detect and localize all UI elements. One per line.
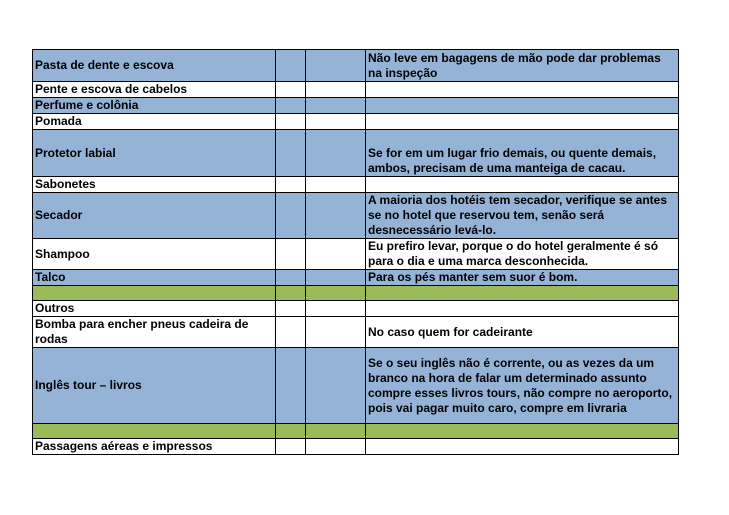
table-row [33,50,679,82]
table-row [33,317,679,348]
item-cell[interactable]: Pomada [33,114,276,130]
table-row [33,177,679,193]
table-row [33,348,679,424]
table-row [33,130,679,177]
table-row [33,301,679,317]
check-cell[interactable] [276,424,306,439]
item-cell[interactable]: Inglês tour – livros [33,348,276,424]
check-cell[interactable] [306,193,366,239]
check-cell[interactable] [276,114,306,130]
item-cell[interactable]: Pente e escova de cabelos [33,82,276,98]
check-cell[interactable] [306,239,366,270]
check-cell[interactable] [306,286,366,301]
note-cell[interactable] [366,424,679,439]
note-cell[interactable]: A maioria dos hotéis tem secador, verifique se antes se no hotel que reservou tem, senão será desnecessário levá-lo. [366,193,679,239]
check-cell[interactable] [276,82,306,98]
check-cell[interactable] [306,317,366,348]
check-cell[interactable] [306,301,366,317]
note-cell[interactable]: Eu prefiro levar, porque o do hotel geralmente é só para o dia e uma marca desconhecida. [366,239,679,270]
check-cell[interactable] [306,130,366,177]
check-cell[interactable] [276,439,306,455]
table-row [33,114,679,130]
check-cell[interactable] [306,424,366,439]
note-cell[interactable] [366,98,679,114]
check-cell[interactable] [276,239,306,270]
section-heading[interactable]: Passagens aéreas e impressos [33,439,276,455]
check-cell[interactable] [306,114,366,130]
item-cell[interactable]: Bomba para encher pneus cadeira de rodas [33,317,276,348]
table-row [33,82,679,98]
check-cell[interactable] [306,439,366,455]
note-cell[interactable]: Se for em um lugar frio demais, ou quente demais, ambos, precisam de uma manteiga de cacau. [366,130,679,177]
table-row [33,270,679,286]
check-cell[interactable] [306,50,366,82]
note-cell[interactable]: Não leve em bagagens de mão pode dar problemas na inspeção [366,50,679,82]
check-cell[interactable] [276,348,306,424]
table-row [33,193,679,239]
item-cell[interactable]: Shampoo [33,239,276,270]
item-cell[interactable] [33,424,276,439]
note-cell[interactable]: Para os pés manter sem suor é bom. [366,270,679,286]
table-row [33,98,679,114]
check-cell[interactable] [306,98,366,114]
item-cell[interactable]: Pasta de dente e escova [33,50,276,82]
item-cell[interactable] [33,286,276,301]
note-cell[interactable] [366,114,679,130]
note-cell[interactable]: No caso quem for cadeirante [366,317,679,348]
table-row [33,439,679,455]
check-cell[interactable] [276,301,306,317]
table-row [33,286,679,301]
note-cell[interactable] [366,82,679,98]
note-cell[interactable]: Se o seu inglês não é corrente, ou as vezes da um branco na hora de falar um determinado assunto compre esses livros tours, não compre no aeroporto, pois vai pagar muito caro, compre em livraria [366,348,679,424]
check-cell[interactable] [306,177,366,193]
check-cell[interactable] [276,177,306,193]
checklist-table [32,49,679,455]
note-cell[interactable] [366,301,679,317]
check-cell[interactable] [306,82,366,98]
note-cell[interactable] [366,177,679,193]
check-cell[interactable] [306,348,366,424]
table-row [33,239,679,270]
check-cell[interactable] [276,286,306,301]
check-cell[interactable] [276,130,306,177]
item-cell[interactable]: Protetor labial [33,130,276,177]
item-cell[interactable]: Perfume e colônia [33,98,276,114]
item-cell[interactable]: Talco [33,270,276,286]
check-cell[interactable] [276,193,306,239]
check-cell[interactable] [276,317,306,348]
note-cell[interactable] [366,286,679,301]
check-cell[interactable] [276,50,306,82]
note-cell[interactable] [366,439,679,455]
check-cell[interactable] [276,270,306,286]
check-cell[interactable] [276,98,306,114]
item-cell[interactable]: Sabonetes [33,177,276,193]
table-row [33,424,679,439]
check-cell[interactable] [306,270,366,286]
section-heading[interactable]: Outros [33,301,276,317]
item-cell[interactable]: Secador [33,193,276,239]
